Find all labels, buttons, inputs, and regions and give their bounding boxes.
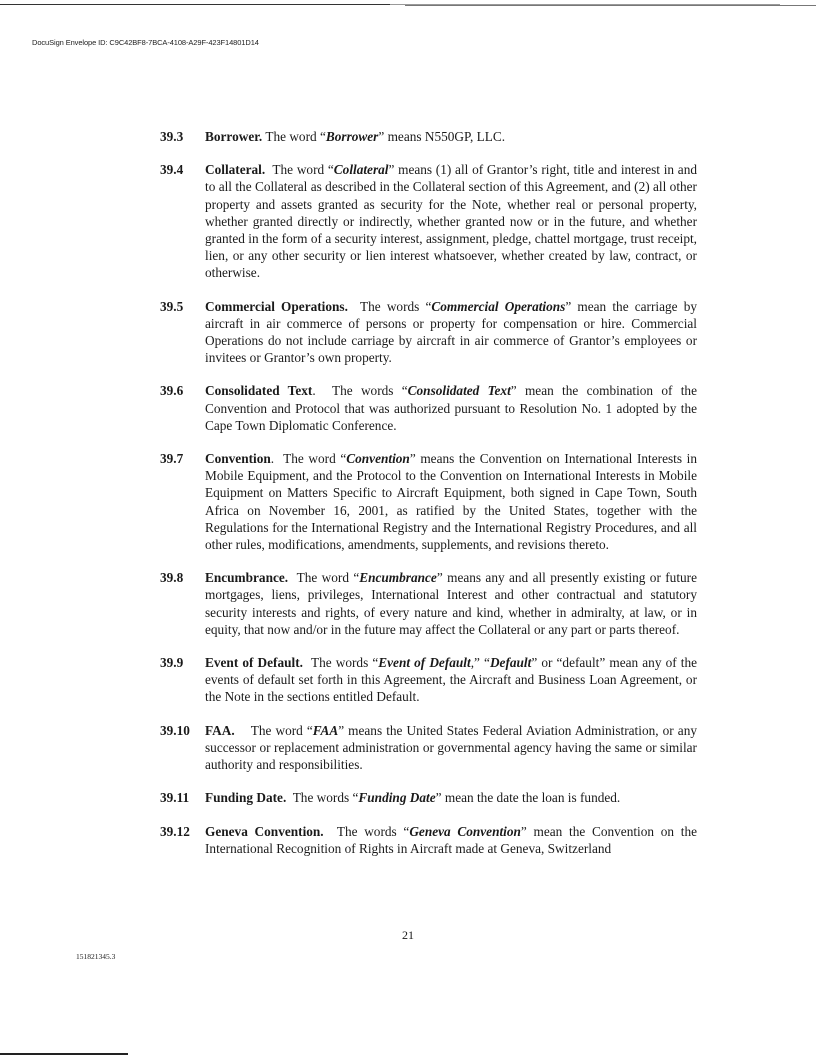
section-text: The word “ (234, 722, 313, 738)
section-body (205, 298, 697, 367)
section-text: The words “ (302, 655, 379, 671)
definition-section (160, 298, 697, 367)
section-title: Consolidated Text (205, 383, 313, 399)
section-title: Commercial Operations. (205, 298, 348, 314)
section-title: FAA. (205, 722, 235, 738)
section-number: 39.3 (160, 129, 184, 144)
section-text: ” means the Convention on International Interests in Mobile Equipment, and the Protocol to the Convention on International Interests in Mobile Equipment on Matters Specific to Aircraft Equipment, both signed in Cape Town, South Africa on November 16, 2001, as ratified by the United States, together with the Regulations for the International Registry and the International Registry Procedures, and all other rules, modifications, amendments, supplements, and revisions thereto. (205, 451, 697, 553)
page-number: 21 (402, 928, 414, 942)
defined-term: Borrower (325, 129, 379, 144)
section-title: Collateral. (205, 162, 266, 178)
section-body (205, 161, 697, 281)
docusign-envelope-id: DocuSign Envelope ID: C9C42BF8-7BCA-4108-A29F-423F14801D14 (32, 38, 259, 47)
section-number: 39.7 (160, 451, 184, 467)
definition-section (160, 823, 697, 857)
section-text: The words “ (323, 823, 410, 839)
defined-term: Collateral (333, 162, 389, 178)
section-number: 39.5 (160, 298, 184, 314)
definition-section (160, 128, 697, 145)
section-body (205, 654, 697, 706)
section-number: 39.9 (160, 655, 184, 671)
section-text: ” mean the combination of the Convention and Protocol that was authorized pursuant to Resolution No. 1 adopted by the Cape Town Diplomatic Conference. (205, 383, 697, 433)
section-body (205, 789, 697, 806)
definition-section (160, 450, 697, 553)
definition-section (160, 382, 697, 434)
section-text: . The word “ (270, 451, 347, 467)
scan-edge-line (405, 5, 816, 6)
definition-section (160, 161, 697, 281)
section-text: The word “ (265, 162, 334, 178)
definitions-list (160, 128, 697, 873)
defined-term: Geneva Convention (409, 823, 521, 839)
section-number: 39.6 (160, 383, 184, 399)
section-number: 39.4 (160, 162, 184, 178)
scan-edge-line (0, 1053, 128, 1055)
section-text: . The words “ (312, 383, 408, 399)
definition-section (160, 654, 697, 706)
section-text: ” mean the date the loan is funded. (435, 790, 621, 806)
section-title: Borrower. (205, 129, 263, 144)
definition-section (160, 722, 697, 774)
section-body (205, 722, 697, 774)
section-text: The word “ (288, 570, 360, 586)
section-text: ” mean the Convention on the International Recognition of Rights in Aircraft made at Geneva, Switzerland (205, 823, 697, 856)
section-text: ,” “ (470, 655, 490, 671)
section-text: ” or “default” mean any of the events of default set forth in this Agreement, the Aircraft and Business Loan Agreement, or the Note in the sections entitled Default. (205, 655, 698, 705)
section-text: ” means N550GP, LLC. (378, 129, 506, 144)
document-id: 151821345.3 (76, 952, 116, 961)
defined-term: Consolidated Text (407, 383, 511, 399)
defined-term: Convention (346, 451, 410, 467)
section-text: ” means any and all presently existing or future mortgages, liens, privileges, International Interest and other contractual and statutory security interests and rights, of every nature and kind, whether in admiralty, at law, or in equity, that now and/or in the future may affect the Collateral or any part or parts thereof. (205, 570, 697, 637)
section-text: The word “ (262, 129, 326, 144)
section-title: Encumbrance. (205, 570, 289, 586)
section-number: 39.10 (160, 722, 190, 738)
section-text: The words “ (347, 298, 432, 314)
section-body (205, 823, 697, 857)
section-body (205, 569, 697, 638)
definition-section (160, 789, 697, 806)
section-body (205, 450, 697, 553)
section-number: 39.8 (160, 570, 184, 586)
defined-term: Commercial Operations (431, 298, 566, 314)
section-title: Event of Default. (205, 655, 303, 671)
section-number: 39.12 (160, 823, 190, 839)
definition-section (160, 569, 697, 638)
section-number: 39.11 (160, 790, 190, 806)
section-title: Convention (205, 451, 271, 467)
section-body (205, 382, 697, 434)
defined-term: Event of Default (378, 655, 471, 671)
section-text: ” mean the carriage by aircraft in air commerce of persons or property for compensation or hire. Commercial Operations do not include carriage by aircraft in air commerce of Grantor’s employees or invitees or Grantor’s own property. (205, 298, 698, 366)
section-title: Geneva Convention. (205, 823, 324, 839)
scan-edge-line (0, 4, 390, 5)
section-text: ” means the United States Federal Aviation Administration, or any successor or replacement administration or governmental agency having the same or similar authority and responsibilities. (205, 722, 697, 773)
section-text: ” means (1) all of Grantor’s right, title and interest in and to all the Collateral as described in the Collateral section of this Agreement, and (2) all other property and assets granted as security for the Note, whether real or personal property, whether granted directly or indirectly, whether granted now or in the future, and whether granted in the form of a security interest, assignment, pledge, chattel mortgage, trust receipt, lien, or any other security or lien interest whatsoever, whether created by law, contract, or otherwise. (205, 162, 697, 281)
section-body (205, 128, 697, 145)
section-text: The words “ (286, 790, 359, 806)
defined-term: Encumbrance (359, 570, 437, 586)
section-title: Funding Date. (205, 790, 287, 806)
defined-term: Default (489, 655, 532, 671)
defined-term: Funding Date (358, 790, 436, 806)
defined-term: FAA (312, 722, 339, 738)
